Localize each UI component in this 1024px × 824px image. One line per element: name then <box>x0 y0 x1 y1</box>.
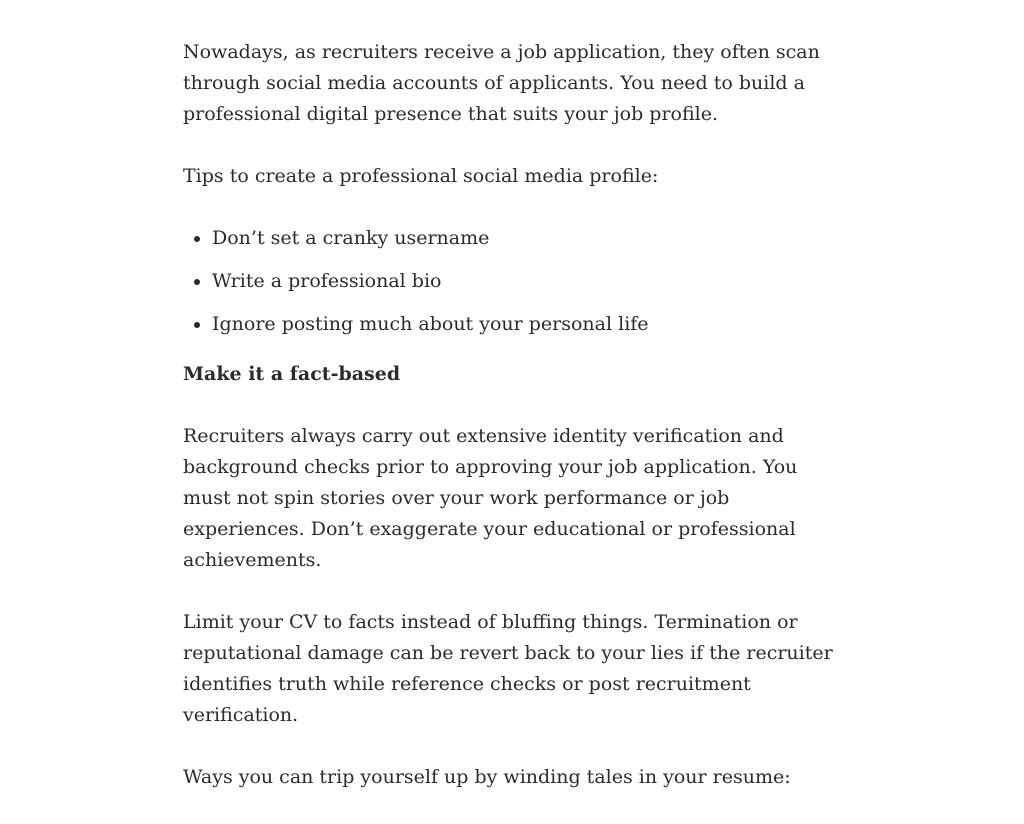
tips-list <box>183 223 843 340</box>
list-item: • Don’t set a cranky username <box>212 223 843 254</box>
intro-paragraph: Nowadays, as recruiters receive a job application, they often scan through social media accounts of applicants. You need to build a professional digital presence that suits your job profile. <box>183 41 820 125</box>
tips-intro-paragraph: Tips to create a professional social media profile: <box>183 165 659 187</box>
verification-paragraph: Recruiters always carry out extensive identity verification and background checks prior to approving your job application. You must not spin stories over your work performance or job experiences. Don’t exaggerate your educational or professional achievements. <box>183 425 798 571</box>
article-body <box>183 37 843 824</box>
section-heading: Make it a fact-based <box>183 363 401 385</box>
ways-intro-paragraph: Ways you can trip yourself up by winding tales in your resume: <box>183 766 791 788</box>
cv-facts-paragraph: Limit your CV to facts instead of bluffing things. Termination or reputational damage can be revert back to your lies if the recruiter identifies truth while reference checks or post recruitment verification. <box>183 611 833 726</box>
list-item: • Write a professional bio <box>212 266 843 297</box>
list-item: • Ignore posting much about your personal life <box>212 309 843 340</box>
